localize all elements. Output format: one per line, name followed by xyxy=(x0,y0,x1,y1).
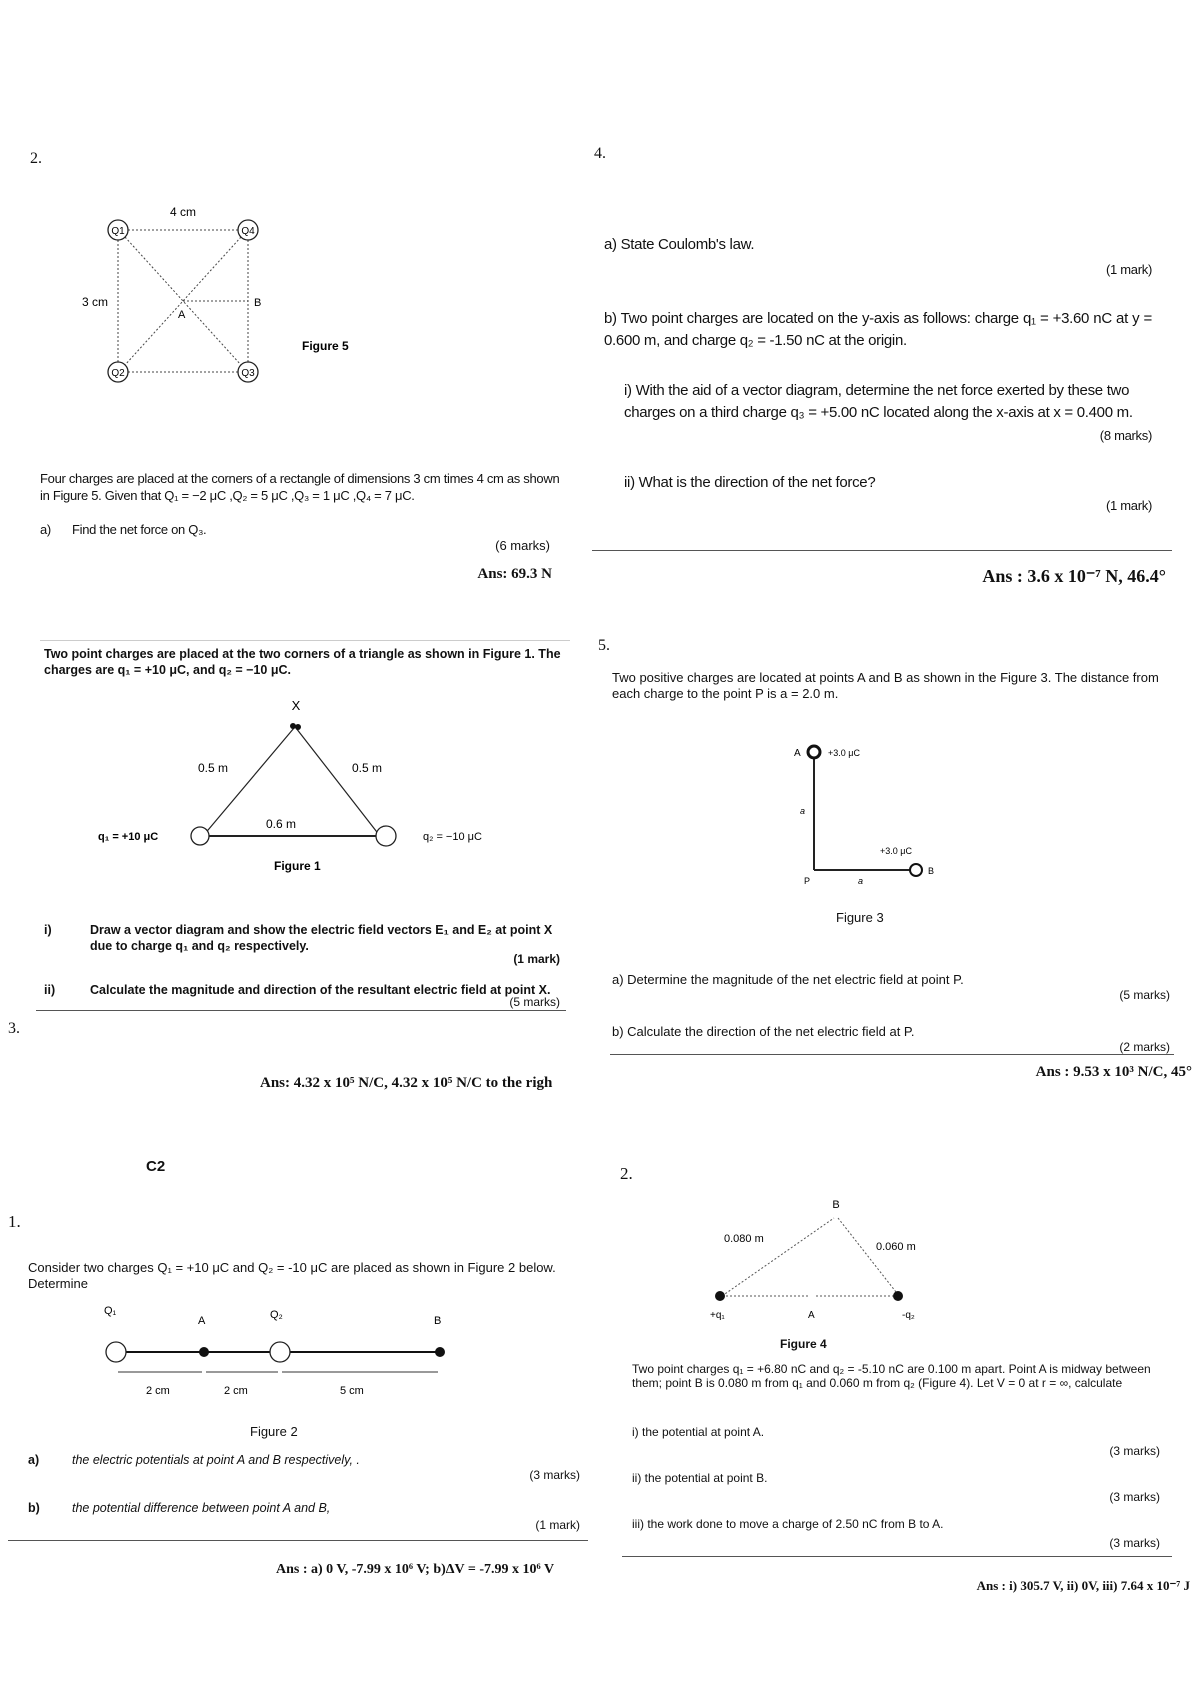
c2-q2-ii: ii) the potential at point B. xyxy=(632,1471,768,1485)
charge-b: +3.0 μC xyxy=(880,846,912,856)
point-a: A xyxy=(198,1315,206,1327)
question-number: 4. xyxy=(594,145,606,162)
q2-part-a-label: a) xyxy=(40,522,51,537)
c2-q1-answer: Ans : a) 0 V, -7.99 x 10⁶ V; b)ΔV = -7.99 x 10⁶ V xyxy=(276,1562,555,1577)
figure-4-triangle xyxy=(700,1196,940,1326)
q2-marks: (6 marks) xyxy=(495,538,550,553)
q3-i-marks: (1 mark) xyxy=(513,952,560,966)
q4-part-b-ii-marks: (1 mark) xyxy=(1106,498,1152,513)
q4-part-b-i: i) With the aid of a vector diagram, determine the net force exerted by these two charges on a third charge q₃ = +5.00 nC located along the x-axis at x = 0.400 m. xyxy=(624,382,1133,421)
figure-3-diagram xyxy=(780,738,980,886)
q5-part-a-marks: (5 marks) xyxy=(1119,988,1170,1002)
q2-label: Q₂ xyxy=(270,1309,283,1321)
c2-a-label: a) xyxy=(28,1453,40,1467)
figure-2-label: Figure 2 xyxy=(250,1424,298,1439)
q5-part-b: b) Calculate the direction of the net electric field at P. xyxy=(612,1024,915,1039)
point-p: P xyxy=(804,876,811,886)
c2-q1-intro: Consider two charges Q₁ = +10 μC and Q₂ = -10 μC are placed as shown in Figure 2 below. Determine xyxy=(28,1260,556,1291)
q4-part-a: a) State Coulomb's law. xyxy=(604,236,755,253)
c2-a-text: the electric potentials at point A and B respectively, . xyxy=(72,1453,360,1467)
q5-answer: Ans : 9.53 x 10³ N/C, 45° xyxy=(1035,1064,1192,1080)
c2-q2-i: i) the potential at point A. xyxy=(632,1425,765,1439)
figure-2-line xyxy=(90,1300,470,1400)
question-number: 3. xyxy=(8,1020,20,1037)
figure-4-label: Figure 4 xyxy=(780,1337,827,1351)
q5-part-a: a) Determine the magnitude of the net electric field at point P. xyxy=(612,972,964,987)
question-number: 1. xyxy=(8,1212,21,1231)
point-a: A xyxy=(178,309,186,321)
c2-q2-i-marks: (3 marks) xyxy=(1109,1444,1160,1458)
section-title: C2 xyxy=(146,1158,166,1175)
point-b: B xyxy=(254,297,262,309)
divider xyxy=(622,1556,1172,1557)
divider xyxy=(610,1054,1174,1055)
point-a: A xyxy=(794,748,801,759)
c2-q2-ii-marks: (3 marks) xyxy=(1109,1490,1160,1504)
point-x: X xyxy=(291,698,301,713)
point-b: B xyxy=(928,866,935,876)
side-a-label: a xyxy=(800,806,806,816)
q3-ii-marks: (5 marks) xyxy=(509,995,560,1009)
point-a: A xyxy=(808,1310,815,1321)
point-b: B xyxy=(832,1199,840,1211)
divider xyxy=(592,550,1172,551)
side-right-label: 0.5 m xyxy=(352,761,383,775)
charge-q3: Q3 xyxy=(241,368,255,379)
q4-part-b-ii: ii) What is the direction of the net force? xyxy=(624,474,876,491)
point-b: B xyxy=(434,1315,442,1327)
dist-3: 5 cm xyxy=(340,1385,364,1397)
figure-5-rectangle xyxy=(80,200,380,420)
q3-intro: Two point charges are placed at the two corners of a triangle as shown in Figure 1. The charges are q₁ = +10 μC, and q₂ = −10 μC. xyxy=(44,647,561,677)
c2-q2-intro: Two point charges q₁ = +6.80 nC and q₂ = -5.10 nC are 0.100 m apart. Point A is midway between them; point B is 0.080 m from q₁ and 0.060 m from q₂ (Figure 4). Let V = 0 at r = ∞, calculate xyxy=(632,1362,1151,1390)
c2-q2-iii-marks: (3 marks) xyxy=(1109,1536,1160,1550)
divider xyxy=(8,1540,588,1541)
q3-ii-text: Calculate the magnitude and direction of the resultant electric field at point X. xyxy=(90,983,551,997)
q3-i-label: i) xyxy=(44,923,52,937)
base-label: 0.6 m xyxy=(266,817,297,831)
right-side-label: 0.060 m xyxy=(876,1241,916,1253)
c2-b-marks: (1 mark) xyxy=(535,1518,580,1532)
q1-label: q₁ = +10 μC xyxy=(98,831,159,843)
figure-1-label: Figure 1 xyxy=(274,859,321,873)
side-b-label: a xyxy=(858,876,864,886)
q3-ii-label: ii) xyxy=(44,983,56,997)
dim-3cm: 3 cm xyxy=(82,295,109,309)
pos-charge-label: +q₁ xyxy=(710,1310,725,1321)
q2-label: q₂ = −10 μC xyxy=(423,831,482,843)
q5-intro: Two positive charges are located at points A and B as shown in the Figure 3. The distance from each charge to the point P is a = 2.0 m. xyxy=(612,670,1159,701)
q4-part-a-marks: (1 mark) xyxy=(1106,262,1152,277)
c2-b-text: the potential difference between point A and B, xyxy=(72,1501,331,1515)
q2-text: Four charges are placed at the corners of a rectangle of dimensions 3 cm times 4 cm as shown in Figure 5. Given that Q₁ = −2 μC ,Q₂ = 5 μC ,Q₃ = 1 μC ,Q₄ = 7 μC. xyxy=(40,471,560,503)
c2-a-marks: (3 marks) xyxy=(529,1468,580,1482)
c2-q2-answer: Ans : i) 305.7 V, ii) 0V, iii) 7.64 x 10⁻⁷ J xyxy=(976,1578,1190,1593)
neg-charge-label: -q₂ xyxy=(902,1310,915,1321)
q2-answer: Ans: 69.3 N xyxy=(477,566,552,582)
figure-1-triangle xyxy=(80,690,500,880)
side-left-label: 0.5 m xyxy=(198,761,229,775)
q4-part-b-i-marks: (8 marks) xyxy=(1099,428,1152,443)
figure-3-label: Figure 3 xyxy=(836,910,884,925)
charge-q2: Q2 xyxy=(111,368,125,379)
question-number: 2. xyxy=(620,1164,633,1183)
q3-answer: Ans: 4.32 x 10⁵ N/C, 4.32 x 10⁵ N/C to the righ xyxy=(260,1075,553,1091)
charge-q4: Q4 xyxy=(241,226,255,237)
dist-1: 2 cm xyxy=(146,1385,170,1397)
c2-b-label: b) xyxy=(28,1501,40,1515)
charge-a: +3.0 μC xyxy=(828,748,860,758)
charge-q1: Q1 xyxy=(111,226,125,237)
q4-part-b: b) Two point charges are located on the y-axis as follows: charge q₁ = +3.60 nC at y = 0.600 m, and charge q₂ = -1.50 nC at the origin. xyxy=(604,310,1152,349)
dist-2: 2 cm xyxy=(224,1385,248,1397)
divider xyxy=(40,640,570,641)
figure-5-label: Figure 5 xyxy=(302,339,349,353)
q3-i-text: Draw a vector diagram and show the electric field vectors E₁ and E₂ at point X due to charge q₁ and q₂ respectively. xyxy=(90,923,553,953)
q5-part-b-marks: (2 marks) xyxy=(1119,1040,1170,1054)
q1-label: Q₁ xyxy=(104,1305,117,1317)
left-side-label: 0.080 m xyxy=(724,1233,764,1245)
question-number: 5. xyxy=(598,637,610,654)
q4-answer: Ans : 3.6 x 10⁻⁷ N, 46.4° xyxy=(982,566,1166,586)
c2-q2-iii: iii) the work done to move a charge of 2.50 nC from B to A. xyxy=(632,1517,944,1531)
dim-4cm: 4 cm xyxy=(169,205,197,219)
divider xyxy=(36,1010,566,1011)
question-number: 2. xyxy=(30,150,42,167)
q2-part-a-text: Find the net force on Q₃. xyxy=(72,522,207,537)
